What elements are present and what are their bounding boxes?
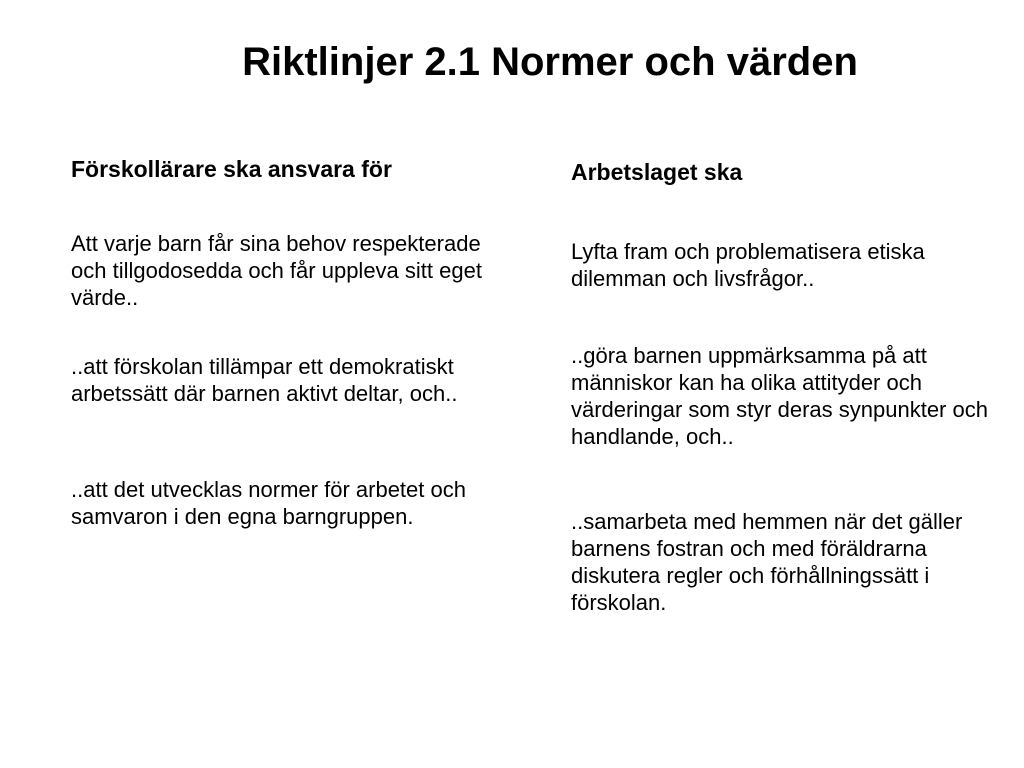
right-paragraph: Lyfta fram och problematisera etiska dilemman och livsfrågor.. (571, 239, 925, 291)
right-column-heading: Arbetslaget ska (571, 159, 743, 185)
right-paragraph: ..göra barnen uppmärksamma på att människor kan ha olika attityder och värderingar som styr deras synpunkter och handlande, och.. (571, 343, 988, 449)
right-paragraph: ..samarbeta med hemmen när det gäller barnens fostran och med föräldrarna diskutera regler och förhållningssätt i förskolan. (571, 509, 963, 615)
left-paragraph: Att varje barn får sina behov respekterade och tillgodosedda och får uppleva sitt eget värde.. (71, 231, 482, 310)
slide-title: Riktlinjer 2.1 Normer och värden (242, 40, 858, 84)
left-paragraph: ..att förskolan tillämpar ett demokratiskt arbetssätt där barnen aktivt deltar, och.. (71, 354, 458, 406)
left-column-heading: Förskollärare ska ansvara för (71, 156, 392, 182)
left-paragraph: ..att det utvecklas normer för arbetet och samvaron i den egna barngruppen. (71, 477, 466, 529)
